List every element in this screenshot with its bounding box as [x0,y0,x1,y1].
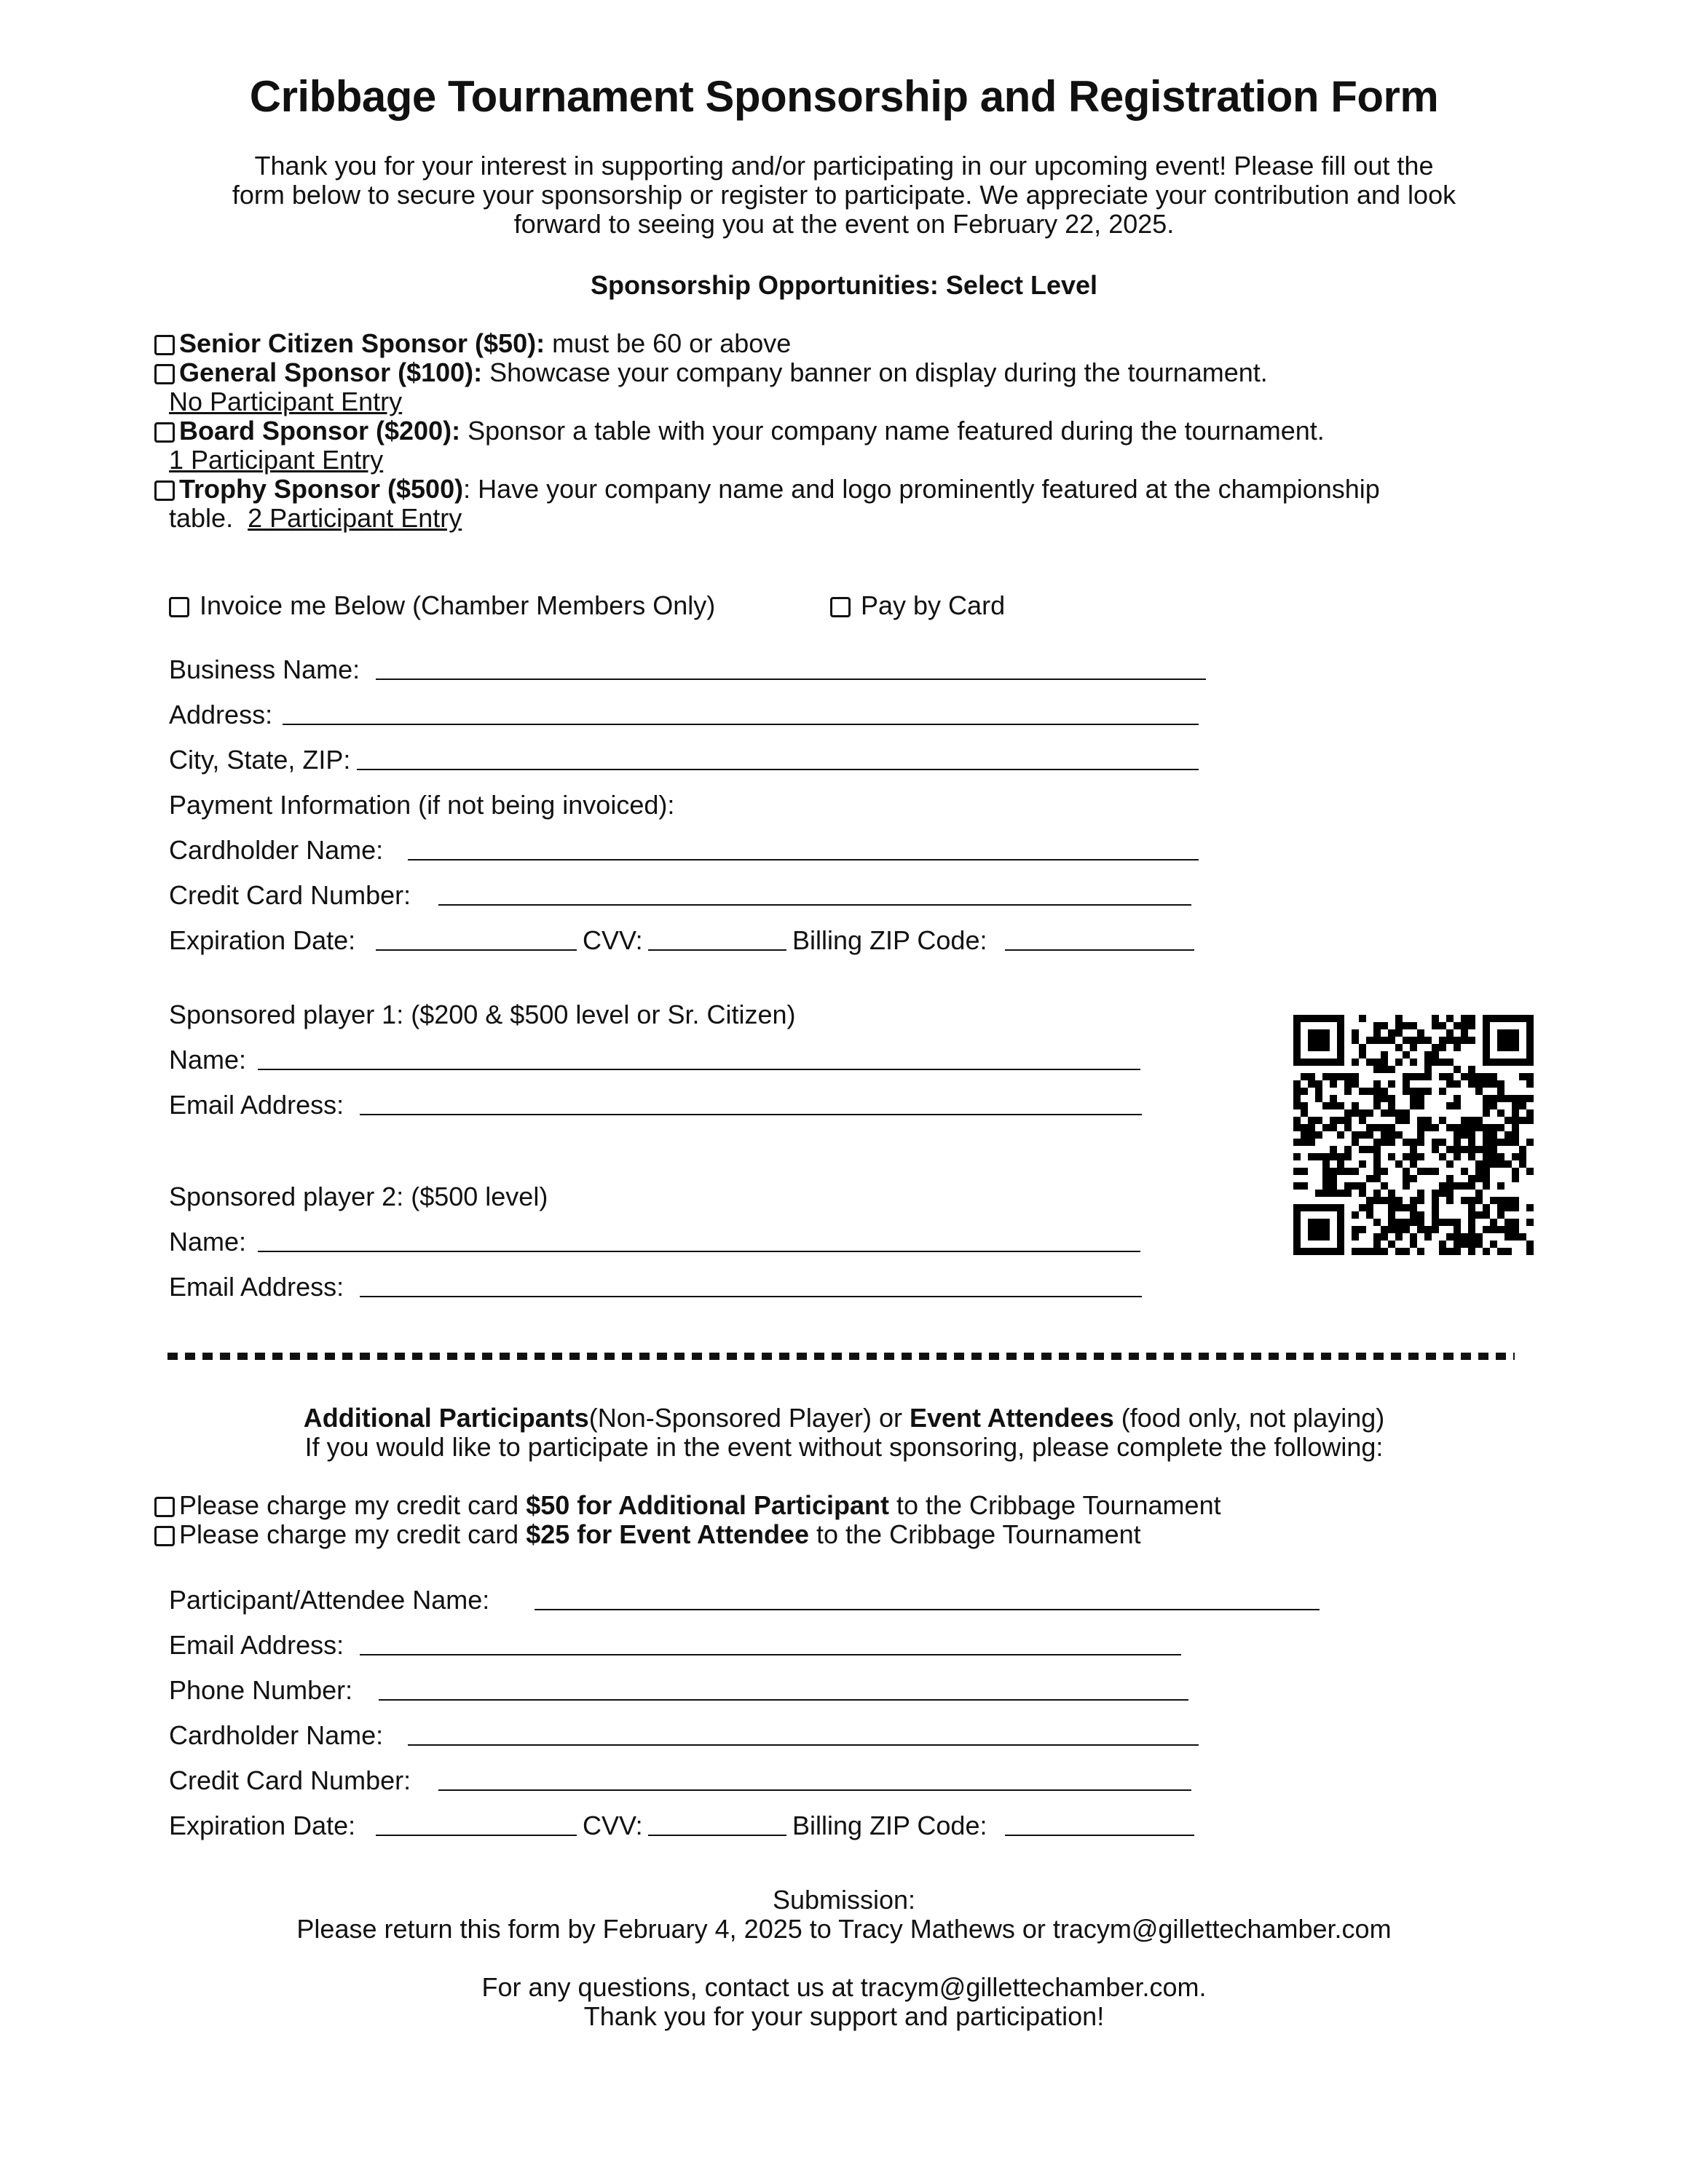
invoice-option[interactable]: Invoice me Below (Chamber Members Only) [169,591,715,620]
city-state-zip-label: City, State, ZIP: [169,745,351,775]
expiration-field[interactable] [376,949,577,951]
expiration-label: Expiration Date: [169,925,356,955]
submission-heading: Submission: [772,1885,916,1915]
payment-info-label: Payment Information (if not being invoiced): [169,790,675,820]
cardholder-label: Cardholder Name: [169,835,384,865]
credit-card-field[interactable] [438,904,1191,906]
participant-expiration-field[interactable] [376,1835,577,1836]
trophy-entry-note: 2 Participant Entry [248,503,462,533]
player2-name-field[interactable] [258,1251,1140,1252]
phone-label: Phone Number: [169,1675,353,1705]
additional-participant-checkbox[interactable] [154,1497,175,1517]
invoice-checkbox[interactable] [169,597,189,617]
participant-billing-zip-label: Billing ZIP Code: [792,1811,987,1840]
address-label: Address: [169,700,273,729]
additional-subheading: If you would like to participate in the event without sponsoring, please complete the following: [304,1432,1384,1462]
participant-cvv-field[interactable] [648,1835,786,1836]
pay-by-card-checkbox[interactable] [830,597,851,617]
participant-name-field[interactable] [535,1609,1320,1610]
senior-sponsor-checkbox[interactable] [154,335,175,355]
player1-email-label: Email Address: [169,1090,344,1120]
city-state-zip-field[interactable] [357,769,1199,770]
business-name-field[interactable] [376,678,1206,680]
billing-zip-label: Billing ZIP Code: [792,925,987,955]
submission-instructions: Please return this form by February 4, 2025 to Tracy Mathews or tracym@gillettechamber.com [296,1914,1392,1944]
phone-field[interactable] [379,1699,1188,1701]
card-option[interactable]: Pay by Card [830,591,1005,620]
sponsor-level-general[interactable]: General Sponsor ($100): Showcase your company banner on display during the tournament. [154,358,1268,387]
participant-billing-zip-field[interactable] [1005,1835,1194,1836]
player1-name-label: Name: [169,1045,247,1075]
trophy-sponsor-checkbox[interactable] [154,480,175,501]
form-title: Cribbage Tournament Sponsorship and Registration Form [249,72,1439,121]
business-name-label: Business Name: [169,654,360,684]
general-sponsor-checkbox[interactable] [154,364,175,384]
participant-credit-card-field[interactable] [438,1789,1191,1791]
thank-you-line: Thank you for your support and participation! [583,2001,1105,2031]
participant-expiration-label: Expiration Date: [169,1811,356,1840]
player1-name-field[interactable] [258,1069,1140,1070]
additional-heading: Additional Participants(Non-Sponsored Player) or Event Attendees (food only, not playing) [303,1403,1385,1433]
additional-participant-option[interactable]: Please charge my credit card $50 for Additional Participant to the Cribbage Tournament [154,1491,1221,1520]
section-separator [167,1353,1515,1360]
player2-email-label: Email Address: [169,1272,344,1302]
board-entry-note: 1 Participant Entry [169,445,384,475]
cardholder-field[interactable] [408,859,1199,860]
player2-name-label: Name: [169,1227,247,1257]
general-entry-note: No Participant Entry [169,387,403,416]
event-attendee-option[interactable]: Please charge my credit card $25 for Event Attendee to the Cribbage Tournament [154,1520,1141,1549]
intro-line-2: form below to secure your sponsorship or register to participate. We appreciate your contribution and look [232,180,1456,210]
player1-heading: Sponsored player 1: ($200 & $500 level or Sr. Citizen) [169,1000,796,1029]
participant-cardholder-field[interactable] [408,1744,1199,1746]
intro-line-3: forward to seeing you at the event on February 22, 2025. [513,209,1175,239]
sponsorship-heading: Sponsorship Opportunities: Select Level [590,270,1098,300]
sponsor-level-senior[interactable]: Senior Citizen Sponsor ($50): must be 60 or above [154,329,791,358]
qr-code-icon [1293,1015,1534,1255]
participant-email-label: Email Address: [169,1630,344,1660]
trophy-entry-line: table. 2 Participant Entry [169,503,462,533]
participant-email-field[interactable] [360,1654,1181,1655]
cvv-label: CVV: [583,925,643,955]
address-field[interactable] [283,724,1199,725]
qr-code-graphic [1293,1015,1534,1255]
player2-email-field[interactable] [360,1296,1142,1297]
event-attendee-checkbox[interactable] [154,1526,175,1546]
participant-cvv-label: CVV: [583,1811,643,1840]
sponsor-level-board[interactable]: Board Sponsor ($200): Sponsor a table with your company name featured during the tournament. [154,416,1325,446]
board-sponsor-checkbox[interactable] [154,422,175,443]
cvv-field[interactable] [648,949,786,951]
intro-line-1: Thank you for your interest in supporting and/or participating in our upcoming event! Please fill out the [254,151,1434,181]
sponsor-level-trophy[interactable]: Trophy Sponsor ($500): Have your company name and logo prominently featured at the championship [154,475,1380,504]
contact-line: For any questions, contact us at tracym@gillettechamber.com. [481,1972,1207,2002]
player2-heading: Sponsored player 2: ($500 level) [169,1182,548,1211]
participant-credit-card-label: Credit Card Number: [169,1765,411,1795]
player1-email-field[interactable] [360,1114,1142,1115]
participant-cardholder-label: Cardholder Name: [169,1720,384,1750]
intro-text [146,151,1542,239]
billing-zip-field[interactable] [1005,949,1194,951]
credit-card-label: Credit Card Number: [169,880,411,910]
participant-name-label: Participant/Attendee Name: [169,1585,490,1615]
